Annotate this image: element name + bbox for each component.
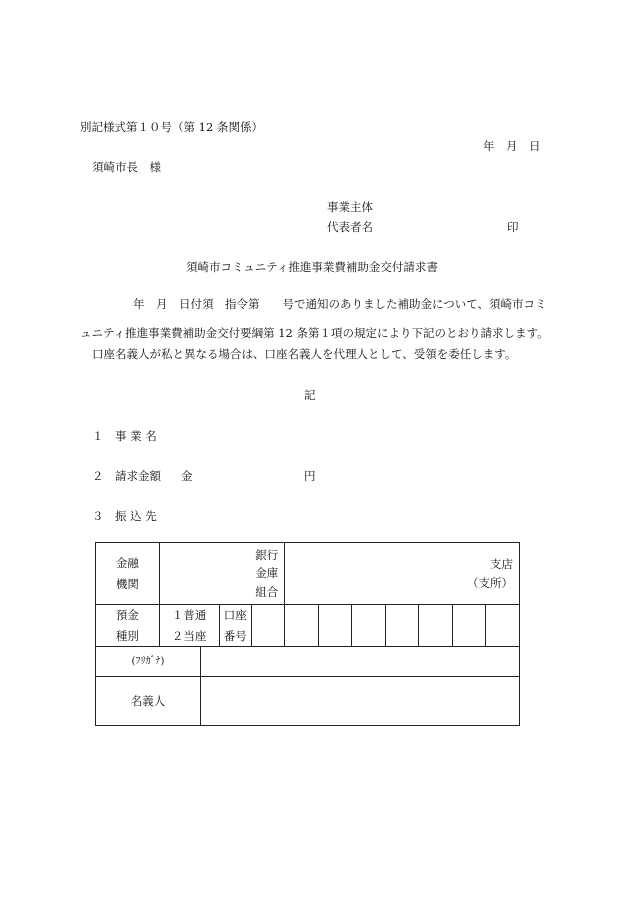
body-line-3: 口座名義人が私と異なる場合は、口座名義人を代理人として、受領を委任します。 (92, 347, 517, 361)
bank-type-1: 銀行 (255, 547, 279, 562)
deposit-label-1: 預金 (115, 608, 139, 622)
ki-heading: 記 (304, 388, 316, 402)
item-amount-yen: 円 (304, 469, 316, 483)
account-digit-box[interactable] (318, 605, 352, 647)
deposit-type-options[interactable] (159, 605, 219, 647)
item-transfer-destination: ３ 振 込 先 (92, 509, 157, 523)
furigana-label: (ﾌﾘｶﾞﾅ) (96, 647, 201, 677)
furigana-field[interactable] (200, 647, 519, 677)
date-line: 年 月 日 (483, 139, 541, 153)
account-digit-box[interactable] (419, 605, 453, 647)
branch-label-2: （支所） (467, 575, 513, 590)
item-project-name: １ 事 業 名 (92, 429, 157, 443)
bank-type-2: 金庫 (255, 566, 279, 581)
institution-label-2: 機関 (115, 576, 139, 591)
account-digit-box[interactable] (452, 605, 486, 647)
account-label-2: 番号 (223, 628, 247, 643)
representative-name-label: 代表者名 (327, 220, 373, 234)
deposit-label-2: 種別 (115, 628, 139, 643)
item-amount-label: ２ 請求金額 (92, 469, 161, 483)
document-title: 須崎市コミュニティ推進事業費補助金交付請求書 (186, 260, 438, 274)
deposit-option-ordinary: １普通 (171, 608, 207, 622)
bank-account-table (95, 542, 520, 726)
account-holder-field[interactable] (200, 677, 519, 726)
deposit-type-label-cell (96, 605, 160, 647)
institution-label-1: 金融 (115, 555, 139, 570)
account-label-1: 口座 (223, 608, 247, 622)
account-digit-box[interactable] (486, 605, 520, 647)
item-amount-kin: 金 (181, 469, 193, 483)
body-line-2: ュニティ推進事業費補助金交付要綱第 12 条第１項の規定により下記のとおり請求します。 (80, 326, 549, 340)
furigana-row (96, 647, 520, 677)
applicant-entity-label: 事業主体 (327, 200, 373, 214)
account-digit-box[interactable] (385, 605, 419, 647)
branch-label-1: 支店 (490, 557, 513, 572)
form-number-label: 別記様式第１０号（第 12 条関係） (80, 120, 263, 134)
account-digit-box[interactable] (352, 605, 386, 647)
account-holder-label: 名義人 (96, 677, 201, 726)
account-number-label-cell (219, 605, 251, 647)
addressee: 須崎市長 様 (92, 160, 161, 174)
bank-name-field[interactable] (159, 543, 285, 605)
bank-type-3: 組合 (255, 584, 279, 599)
institution-label-cell (96, 543, 160, 605)
seal-mark: 印 (507, 220, 519, 234)
institution-row (96, 543, 520, 605)
holder-row (96, 677, 520, 726)
account-digit-box[interactable] (285, 605, 319, 647)
deposit-option-checking: ２当座 (171, 628, 207, 643)
branch-name-field[interactable] (285, 543, 520, 605)
body-line-1: 年 月 日付須 指令第 号で通知のありました補助金について、須崎市コミ (133, 297, 547, 311)
account-digit-box[interactable] (251, 605, 284, 647)
deposit-row (96, 605, 520, 647)
